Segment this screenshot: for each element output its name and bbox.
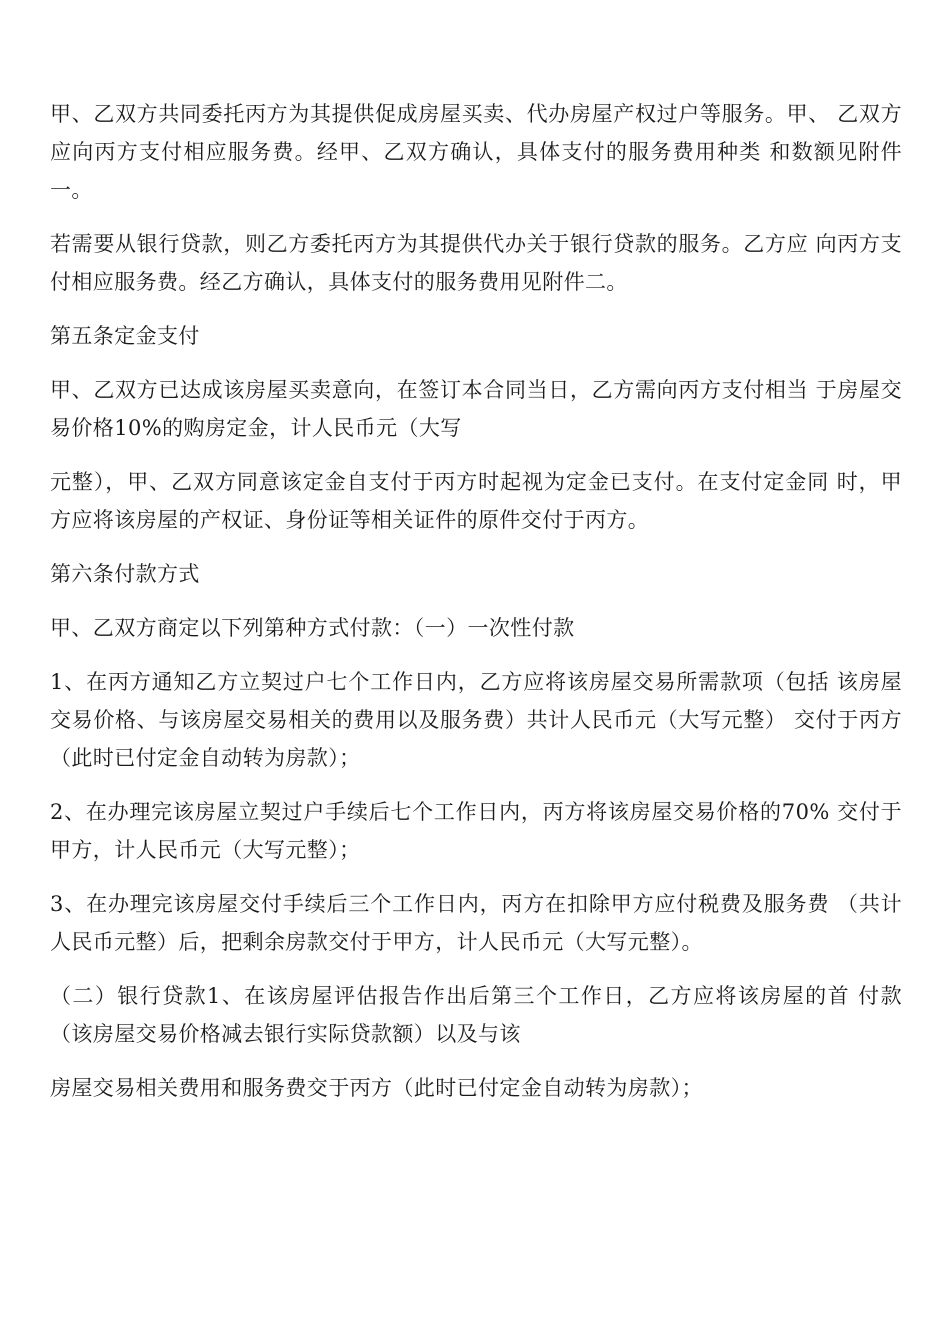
paragraph-bank-loan-service: 若需要从银行贷款，则乙方委托丙方为其提供代办关于银行贷款的服务。乙方应 向丙方支付相应服务费。经乙方确认，具体支付的服务费用见附件二。: [50, 232, 902, 294]
list-item-payment-3: 3、在办理完该房屋交付手续后三个工作日内，丙方在扣除甲方应付税费及服务费 （共计人民币元整）后，把剩余房款交付于甲方，计人民币元（大写元整）。: [50, 892, 902, 954]
paragraph-deposit-part1: 甲、乙双方已达成该房屋买卖意向，在签订本合同当日，乙方需向丙方支付相当 于房屋交易价格10%的购房定金，计人民币元（大写: [50, 378, 902, 440]
list-item-payment-2: 2、在办理完该房屋立契过户手续后七个工作日内，丙方将该房屋交易价格的70% 交付于甲方，计人民币元（大写元整）；: [50, 800, 902, 862]
paragraph-bank-loan-part1: （二）银行贷款1、在该房屋评估报告作出后第三个工作日，乙方应将该房屋的首 付款（该房屋交易价格减去银行实际贷款额）以及与该: [50, 984, 902, 1046]
paragraph-bank-loan-part2: 房屋交易相关费用和服务费交于丙方（此时已付定金自动转为房款）；: [50, 1076, 703, 1100]
paragraph-deposit-part2: 元整），甲、乙双方同意该定金自支付于丙方时起视为定金已支付。在支付定金同 时，甲方应将该房屋的产权证、身份证等相关证件的原件交付于丙方。: [50, 470, 902, 532]
paragraph-payment-method: 甲、乙双方商定以下列第种方式付款：（一）一次性付款: [50, 616, 575, 640]
list-item-payment-1: 1、在丙方通知乙方立契过户七个工作日内，乙方应将该房屋交易所需款项（包括 该房屋交易价格、与该房屋交易相关的费用以及服务费）共计人民币元（大写元整） 交付于丙方（此时已付定金自动转为房款）；: [50, 670, 902, 770]
heading-article-5: 第五条定金支付: [50, 324, 200, 348]
document-body: [50, 95, 902, 1123]
paragraph-service-entrust: 甲、乙双方共同委托丙方为其提供促成房屋买卖、代办房屋产权过户等服务。甲、 乙双方应向丙方支付相应服务费。经甲、乙双方确认，具体支付的服务费用种类 和数额见附件一。: [50, 102, 902, 202]
heading-article-6: 第六条付款方式: [50, 562, 200, 586]
